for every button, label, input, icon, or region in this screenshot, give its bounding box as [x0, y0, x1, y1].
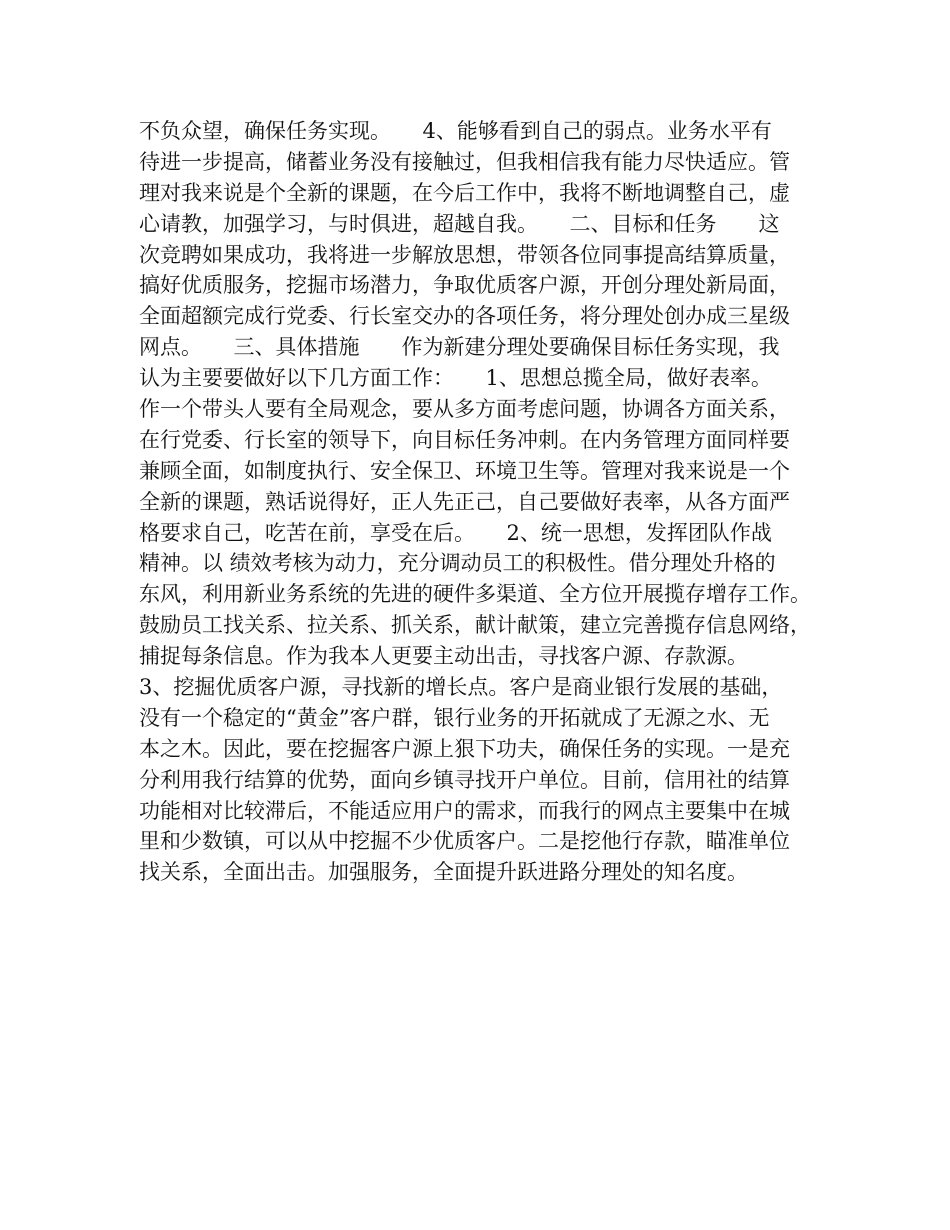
text-line: 全面超额完成行党委、行长室交办的各项任务，将分理处创办成三星级: [139, 304, 790, 329]
text-line: 本之木。因此，要在挖掘客户源上狠下功夫，确保任务的实现。一是充: [139, 736, 790, 761]
text-line: 找关系，全面出击。加强服务，全面提升跃进路分理处的知名度。: [139, 860, 748, 885]
text-line: 功能相对比较滞后，不能适应用户的需求，而我行的网点主要集中在城: [139, 798, 790, 823]
text-line: 认为主要要做好以下几方面工作： 1、思想总揽全局，做好表率。: [139, 366, 772, 391]
text-line: 分利用我行结算的优势，面向乡镇寻找开户单位。目前，信用社的结算: [139, 767, 790, 792]
text-line: 东风，利用新业务系统的先进的硬件多渠道、全方位开展揽存增存工作。: [139, 582, 811, 607]
text-line: 全新的课题，熟话说得好，正人先正己，自己要做好表率，从各方面严: [139, 489, 790, 514]
text-line: 3、挖掘优质客户源，寻找新的增长点。客户是商业银行发展的基础，: [139, 675, 783, 700]
text-line: 格要求自己，吃苦在前，享受在后。 2、统一思想，发挥团队作战: [139, 520, 772, 545]
text-line: 精神。以 绩效考核为动力，充分调动员工的积极性。借分理处升格的: [139, 551, 776, 576]
text-line: 在行党委、行长室的领导下，向目标任务冲刺。在内务管理方面同样要: [139, 427, 790, 452]
text-line: 捕捉每条信息。作为我本人更要主动出击，寻找客户源、存款源。: [139, 644, 748, 669]
text-line: 里和少数镇，可以从中挖掘不少优质客户。二是挖他行存款，瞄准单位: [139, 829, 790, 854]
text-line: 待进一步提高，储蓄业务没有接触过，但我相信我有能力尽快适应。管: [139, 149, 790, 174]
text-line: 次竞聘如果成功，我将进一步解放思想，带领各位同事提高结算质量，: [139, 242, 790, 267]
text-line: 理对我来说是个全新的课题，在今后工作中，我将不断地调整自己，虚: [139, 180, 790, 205]
text-line: 网点。 三、具体措施 作为新建分理处要确保目标任务实现，我: [139, 335, 780, 360]
text-line: 鼓励员工找关系、拉关系、抓关系，献计献策，建立完善揽存信息网络，: [139, 613, 811, 638]
text-line: 兼顾全面，如制度执行、安全保卫、环境卫生等。管理对我来说是一个: [139, 458, 790, 483]
text-line: 不负众望，确保任务实现。 4、能够看到自己的弱点。业务水平有: [139, 119, 772, 143]
text-line: 心请教，加强学习，与时俱进，超越自我。 二、目标和任务 这: [139, 211, 780, 236]
text-line: 搞好优质服务，挖掘市场潜力，争取优质客户源，开创分理处新局面，: [139, 273, 790, 298]
body-text: [139, 116, 839, 888]
text-line: 没有一个稳定的“黄金”客户群，银行业务的开拓就成了无源之水、无: [139, 705, 770, 730]
text-line: 作一个带头人要有全局观念，要从多方面考虑问题，协调各方面关系，: [139, 397, 790, 422]
